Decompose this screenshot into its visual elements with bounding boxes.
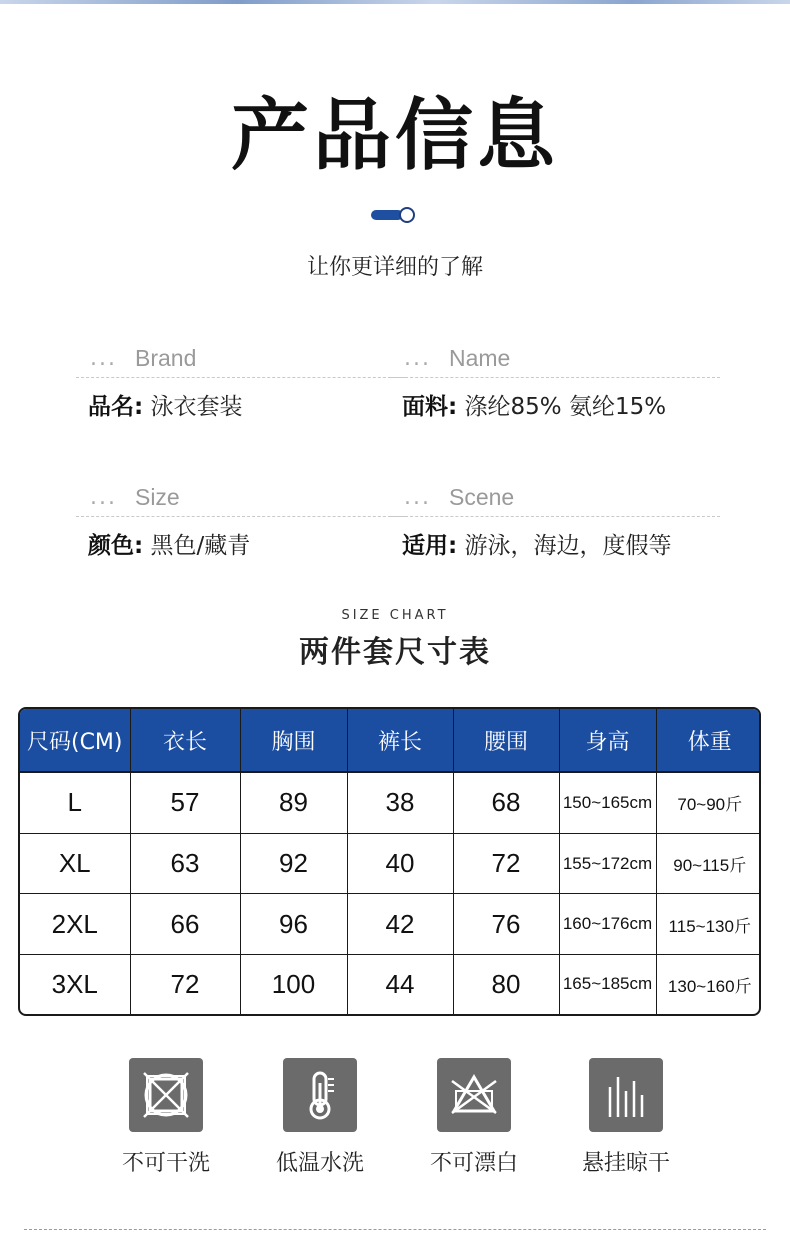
table-cell: 38 <box>347 772 453 833</box>
info-scene <box>390 479 720 560</box>
dots-icon: ... <box>90 345 117 371</box>
dots-icon: ... <box>404 484 431 510</box>
info-header <box>76 479 406 517</box>
table-cell: 89 <box>240 772 347 833</box>
no-dry-clean-icon <box>129 1058 203 1132</box>
table-cell: 155~172cm <box>559 833 656 894</box>
care-label: 不可干洗 <box>121 1151 210 1176</box>
table-cell: 72 <box>130 954 240 1014</box>
top-decor-strip <box>0 0 790 4</box>
info-brand <box>76 340 406 421</box>
info-key: 颜色: <box>88 533 144 559</box>
info-header <box>390 479 720 517</box>
table-cell: 3XL <box>20 954 130 1014</box>
info-text: 游泳，海边，度假等 <box>457 533 672 559</box>
table-cell: 70~90斤 <box>656 772 761 833</box>
size-chart-subtitle: SIZE CHART <box>341 608 449 623</box>
info-value <box>76 388 406 421</box>
column-header: 衣长 <box>130 709 240 772</box>
table-cell: 80 <box>453 954 559 1014</box>
table-cell: 96 <box>240 894 347 955</box>
table-cell: 76 <box>453 894 559 955</box>
info-text: 黑色/藏青 <box>143 533 251 559</box>
table-cell: 68 <box>453 772 559 833</box>
table-header-row <box>20 709 761 772</box>
table-row <box>20 954 761 1014</box>
table-row <box>20 894 761 955</box>
table-cell: L <box>20 772 130 833</box>
care-item-no-bleach <box>394 1058 554 1177</box>
table-cell: 57 <box>130 772 240 833</box>
table-cell: 92 <box>240 833 347 894</box>
info-color <box>76 479 406 560</box>
care-label: 不可漂白 <box>429 1151 518 1176</box>
dots-icon: ... <box>90 484 117 510</box>
hang-dry-icon <box>589 1058 663 1132</box>
table-cell: 40 <box>347 833 453 894</box>
column-header: 身高 <box>559 709 656 772</box>
column-header: 裤长 <box>347 709 453 772</box>
info-value <box>76 527 406 560</box>
care-item-no-dry-clean <box>86 1058 246 1177</box>
info-label-en: Size <box>134 484 180 510</box>
column-header: 体重 <box>656 709 761 772</box>
dots-icon: ... <box>404 345 431 371</box>
table-cell: 90~115斤 <box>656 833 761 894</box>
table-cell: 63 <box>130 833 240 894</box>
table-cell: 2XL <box>20 894 130 955</box>
table-cell: 44 <box>347 954 453 1014</box>
column-header: 胸围 <box>240 709 347 772</box>
info-value <box>390 527 720 560</box>
care-item-hang-dry <box>546 1058 706 1177</box>
table-cell: 100 <box>240 954 347 1014</box>
low-temp-wash-icon <box>283 1058 357 1132</box>
table-cell: 42 <box>347 894 453 955</box>
table-row <box>20 772 761 833</box>
info-fabric <box>390 340 720 421</box>
column-header: 腰围 <box>453 709 559 772</box>
title-divider-icon <box>371 206 417 224</box>
no-bleach-icon <box>437 1058 511 1132</box>
info-key: 适用: <box>402 533 458 559</box>
info-value <box>390 388 720 421</box>
table-cell: XL <box>20 833 130 894</box>
size-chart-title: 两件套尺寸表 <box>299 635 491 670</box>
info-key: 品名: <box>88 394 144 420</box>
bottom-divider <box>24 1229 766 1230</box>
table-cell: 115~130斤 <box>656 894 761 955</box>
care-label: 低温水洗 <box>275 1151 364 1176</box>
table-cell: 130~160斤 <box>667 976 752 996</box>
info-label-en: Name <box>448 345 511 371</box>
table-row <box>20 833 761 894</box>
info-header <box>390 340 720 378</box>
info-text: 泳衣套装 <box>143 394 243 420</box>
info-label-en: Scene <box>448 484 515 510</box>
info-header <box>76 340 406 378</box>
care-item-low-temp-wash <box>240 1058 400 1177</box>
info-key: 面料: <box>402 394 458 420</box>
table-cell: 165~185cm <box>559 954 656 1014</box>
table-cell: 150~165cm <box>559 772 656 833</box>
page-title: 产品信息 <box>230 91 559 181</box>
table-cell: 72 <box>453 833 559 894</box>
care-label: 悬挂晾干 <box>581 1151 670 1176</box>
column-header: 尺码(CM) <box>20 709 130 772</box>
table-cell: 160~176cm <box>559 894 656 955</box>
info-text: 涤纶85% 氨纶15% <box>457 394 667 420</box>
info-label-en: Brand <box>134 345 197 371</box>
size-table <box>18 707 761 1016</box>
table-cell: 66 <box>130 894 240 955</box>
page-subtitle: 让你更详细的了解 <box>306 255 483 280</box>
